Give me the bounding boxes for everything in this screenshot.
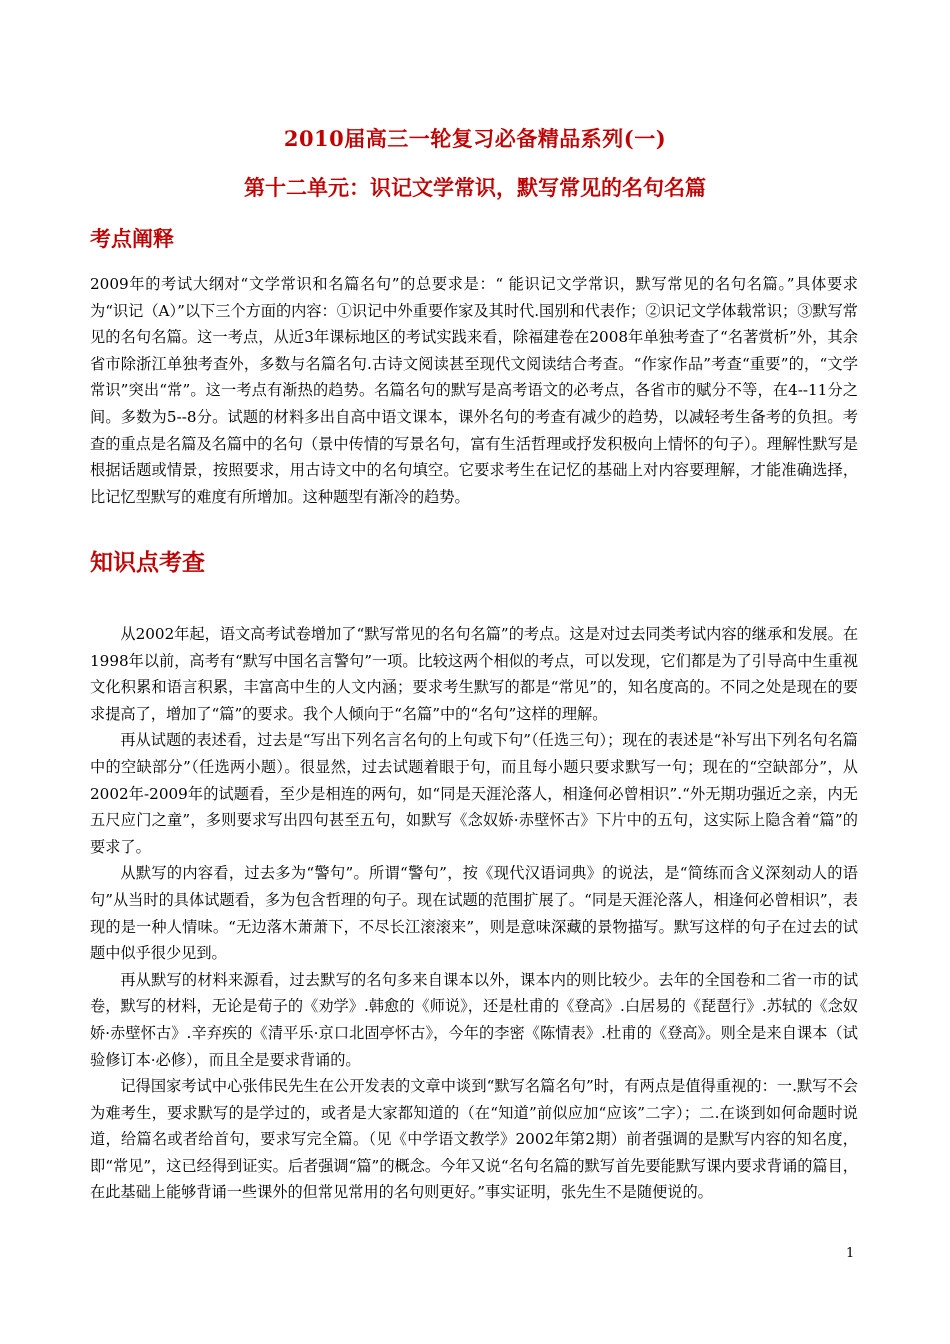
zhishidian-body xyxy=(90,621,858,1206)
unit-subtitle: 第十二单元：识记文学常识，默写常见的名句名篇 xyxy=(244,175,706,200)
kaodian-paragraph: 2009年的考试大纲对“文学常识和名篇名句”的总要求是：“ 能识记文学常识，默写常见的名句名篇。”具体要求为“识记（A）”以下三个方面的内容：①识记中外重要作家及其时代.国别和代表作；②识记文学体载常识；③默写常见的名句名篇。这一考点，从近3年课标地区的考试实践来看，除福建卷在2008年单独考查了“名著赏析”外，其余省市除浙江单独考查外，多数与名篇名句.古诗文阅读甚至现代文阅读结合考查。“作家作品”考查“重要”的，“文学常识”突出“常”。这一考点有渐热的趋势。名篇名句的默写是高考语文的必考点，各省市的赋分不等，在4--11分之间。多数为5--8分。试题的材料多出自高中语文课本，课外名句的考查有减少的趋势，以减轻考生备考的负担。考查的重点是名篇及名篇中的名句（景中传情的写景名句，富有生活哲理或抒发积极向上情怀的句子）。理解性默写是根据话题或情景，按照要求，用古诗文中的名句填空。它要求考生在记忆的基础上对内容要理解，才能准确选择，比记忆型默写的难度有所增加。这种题型有渐冷的趋势。 xyxy=(90,275,858,506)
body-paragraph: 从2002年起，语文高考试卷增加了“默写常见的名句名篇”的考点。这是对过去同类考试内容的继承和发展。在1998年以前，高考有“默写中国名言警句”一项。比较这两个相似的考点，可以发现，它们都是为了引导高中生重视文化积累和语言积累，丰富高中生的人文内涵；要求考生默写的都是“常见”的，知名度高的。不同之处是现在的要求提高了，增加了“篇”的要求。我个人倾向于“名篇”中的“名句”这样的理解。 xyxy=(90,625,859,723)
section-heading-zhishidian: 知识点考查 xyxy=(90,549,205,576)
body-paragraph: 再从试题的表述看，过去是“写出下列名言名句的上句或下句”（任选三句）；现在的表述是“补写出下列名句名篇中的空缺部分”（任选两小题）。很显然，过去试题着眼于句，而且每小题只要求默写一句；现在的“空缺部分”，从2002年-2009年的试题看，至少是相连的两句，如“同是天涯沦落人，相逢何必曾相识”.“外无期功强近之亲，内无五尺应门之童”，多则要求写出四句甚至五句，如默写《念奴娇·赤壁怀古》下片中的五句，这实际上隐含着“篇”的要求了。 xyxy=(90,731,858,856)
body-paragraph: 记得国家考试中心张伟民先生在公开发表的文章中谈到“默写名篇名句”时，有两点是值得重视的：一.默写不会为难考生，要求默写的是学过的，或者是大家都知道的（在“知道”前似应加“应该”二字）；二.在谈到如何命题时说道，给篇名或者给首句，要求写完全篇。（见《中学语文教学》2002年第2期）前者强调的是默写内容的知名度，即“常见”，这已经得到证实。后者强调“篇”的概念。今年又说“名句名篇的默写首先要能默写课内要求背诵的篇目，在此基础上能够背诵一些课外的但常见常用的名句则更好。”事实证明，张先生不是随便说的。 xyxy=(90,1077,858,1202)
document-title: 2010届高三一轮复习必备精品系列(一) xyxy=(283,126,667,151)
body-paragraph: 从默写的内容看，过去多为“警句”。所谓“警句”，按《现代汉语词典》的说法，是“简练而含义深刻动人的语句”从当时的具体试题看，多为包含哲理的句子。现在试题的范围扩展了。“同是天涯沦落人，相逢何必曾相识”，表现的是一种人情味。“无边落木萧萧下，不尽长江滚滚来”，则是意味深藏的景物描写。默写这样的句子在过去的试题中似乎很少见到。 xyxy=(90,864,858,963)
section-heading-kaodian: 考点阐释 xyxy=(90,226,174,251)
body-paragraph: 再从默写的材料来源看，过去默写的名句多来自课本以外，课本内的则比较少。去年的全国卷和二省一市的试卷，默写的材料，无论是荀子的《劝学》.韩愈的《师说》，还是杜甫的《登高》.白居易的《琵琶行》.苏轼的《念奴娇·赤壁怀古》.辛弃疾的《清平乐·京口北固亭怀古》，今年的李密《陈情表》.杜甫的《登高》。则全是来自课本（试验修订本·必修），而且全是要求背诵的。 xyxy=(90,970,858,1069)
page-number: 1 xyxy=(846,1246,855,1261)
